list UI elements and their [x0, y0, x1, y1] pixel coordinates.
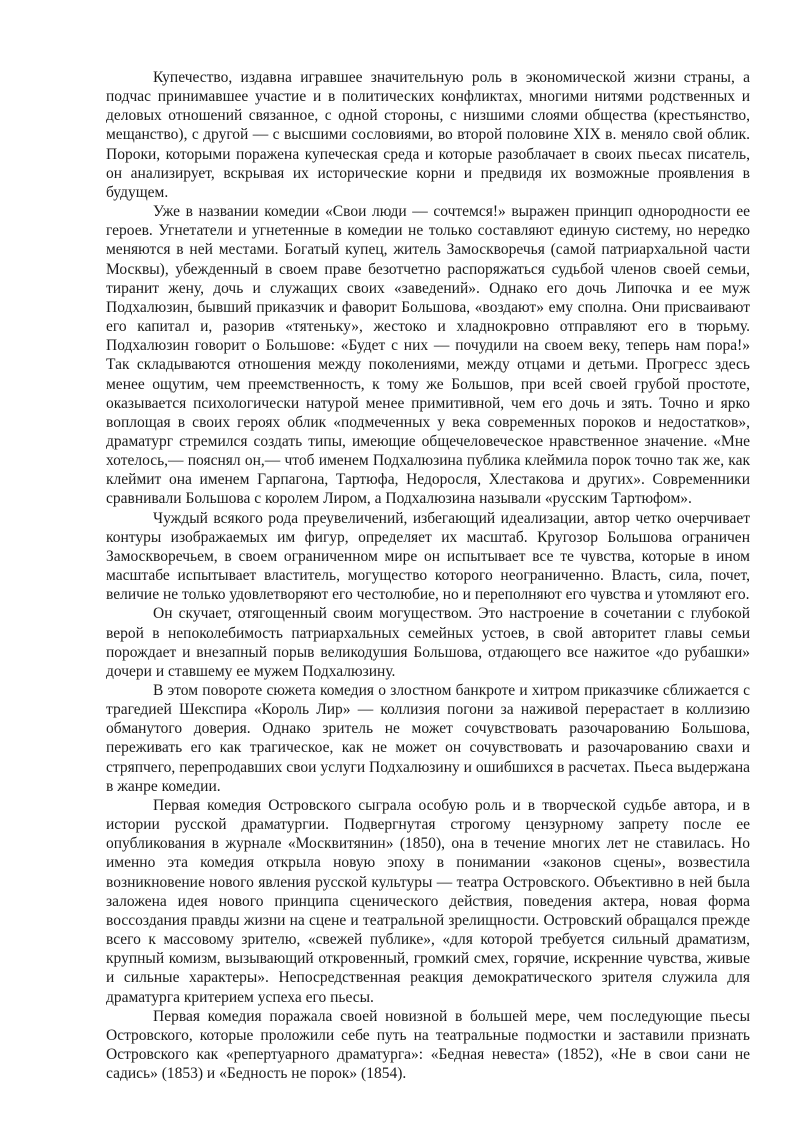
- paragraph: Первая комедия поражала своей новизной в большей мере, чем последующие пьесы Островского, которые проложили себе путь на театральные подмостки и заставили признать Островского как «репертуарного драматурга»: «Бедная невеста» (1852), «Не в свои сани не садись» (1853) и «Бедность не порок» (1854).: [106, 1007, 750, 1083]
- paragraph: Уже в названии комедии «Свои люди — сочтемся!» выражен принцип однородности ее героев. Угнетатели и угнетенные в комедии не только составляют единую систему, но нередко меняются в ней местами. Богатый купец, житель Замоскворечья (самой патриархальной части Москвы), убежденный в своем праве безотчетно распоряжаться судьбой членов своей семьи, тиранит жену, дочь и служащих своих «заведений». Однако его дочь Липочка и ее муж Подхалюзин, бывший приказчик и фаворит Большова, «воздают» ему сполна. Они присваивают его капитал и, разорив «тятеньку», жестоко и хладнокровно отправляют его в тюрьму. Подхалюзин говорит о Большове: «Будет с них — почудили на своем веку, теперь нам пора!» Так складываются отношения между поколениями, между отцами и детьми. Прогресс здесь менее ощутим, чем преемственность, к тому же Большов, при всей своей грубой простоте, оказывается психологически натурой менее примитивной, чем его дочь и зять. Точно и ярко воплощая в своих героях облик «подмеченных у века современных пороков и недостатков», драматург стремился создать типы, имеющие общечеловеческое нравственное значение. «Мне хотелось,— пояснял он,— чтоб именем Подхалюзина публика клеймила порок точно так же, как клеймит она именем Гарпагона, Тартюфа, Недоросля, Хлестакова и других». Современники сравнивали Большова с королем Лиром, а Подхалюзина называли «русским Тартюфом».: [106, 203, 750, 508]
- paragraph: Он скучает, отягощенный своим могуществом. Это настроение в сочетании с глубокой верой в непоколебимость патриархальных семейных устоев, в свой авторитет главы семьи порождает и внезапный порыв великодушия Большова, отдающего все нажитое «до рубашки» дочери и ставшему ее мужем Подхалюзину.: [106, 605, 750, 680]
- document-page: [106, 68, 750, 1083]
- paragraph: Чуждый всякого рода преувеличений, избегающий идеализации, автор четко очерчивает контуры изображаемых им фигур, определяет их масштаб. Кругозор Большова ограничен Замоскворечьем, в своем ограниченном мире он испытывает все те чувства, которые в ином масштабе испытывает властитель, могущество которого неограниченно. Власть, сила, почет, величие не только удовлетворяют его честолюбие, но и переполняют его чувства и утомляют его.: [106, 509, 750, 604]
- paragraph: Первая комедия Островского сыграла особую роль и в творческой судьбе автора, и в истории русской драматургии. Подвергнутая строгому цензурному запрету после ее опубликования в журнале «Москвитянин» (1850), она в течение многих лет не ставилась. Но именно эта комедия открыла новую эпоху в понимании «законов сцены», возвестила возникновение нового явления русской культуры — театра Островского. Объективно в ней была заложена идея нового принципа сценического действия, поведения актера, новая форма воссоздания правды жизни на сцене и театральной зрелищности. Островский обращался прежде всего к массовому зрителю, «свежей публике», «для которой требуется сильный драматизм, крупный комизм, вызывающий откровенный, громкий смех, горячие, искренние чувства, живые и сильные характеры». Непосредственная реакция демократического зрителя служила для драматурга критерием успеха его пьесы.: [106, 796, 750, 1006]
- paragraph: В этом повороте сюжета комедия о злостном банкроте и хитром приказчике сближается с трагедией Шекспира «Король Лир» — коллизия погони за наживой перерастает в коллизию обманутого доверия. Однако зритель не может сочувствовать разочарованию Большова, переживать его как трагическое, как не может он сочувствовать и разочарованию свахи и стряпчего, перепродавших свои услуги Подхалюзину и ошибшихся в расчетах. Пьеса выдержана в жанре комедии.: [106, 682, 750, 795]
- paragraph: Купечество, издавна игравшее значительную роль в экономической жизни страны, а подчас принимавшее участие и в политических конфликтах, многими нитями родственных и деловых отношений связанное, с одной стороны, с низшими слоями общества (крестьянство, мещанство), с другой — с высшими сословиями, во второй половине XIX в. меняло свой облик. Пороки, которыми поражена купеческая среда и которые разоблачает в своих пьесах писатель, он анализирует, вскрывая их исторические корни и предвидя их возможные проявления в будущем.: [106, 69, 750, 201]
